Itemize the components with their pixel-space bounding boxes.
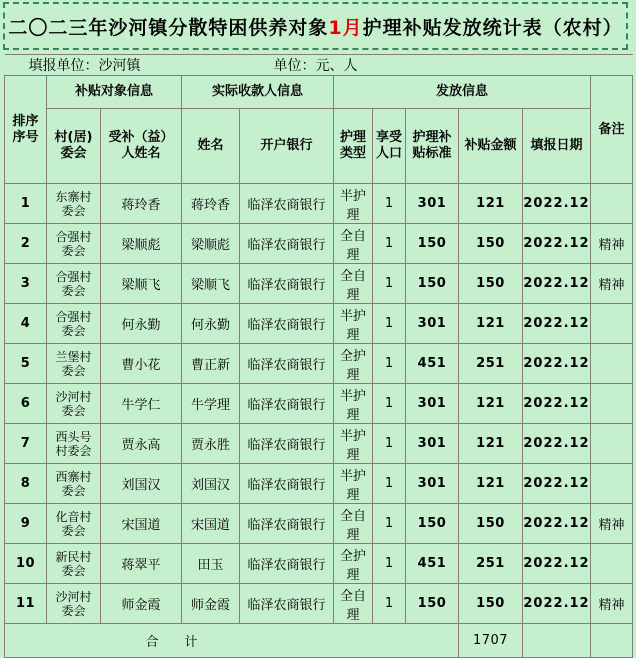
recipient-cell[interactable]: 牛学仁 (101, 384, 182, 424)
village-cell-text: 化音村委会 (55, 509, 92, 538)
amount-cell[interactable]: 251 (459, 344, 523, 384)
standard-cell[interactable]: 451 (406, 344, 459, 384)
village-cell[interactable] (47, 184, 101, 224)
village-cell-text: 兰堡村委会 (55, 349, 92, 378)
care-type-cell[interactable]: 全护理 (334, 544, 373, 584)
date-cell[interactable]: 2022.12 (523, 344, 591, 384)
table-row (5, 344, 633, 384)
bank-cell[interactable]: 临泽农商银行 (240, 584, 334, 624)
header-release-group[interactable]: 发放信息 (334, 76, 591, 109)
standard-cell[interactable]: 301 (406, 184, 459, 224)
village-cell[interactable] (47, 344, 101, 384)
total-amount[interactable]: 1707 (459, 624, 523, 658)
payee-name-cell[interactable]: 牛学理 (182, 384, 240, 424)
remark-cell[interactable] (591, 344, 633, 384)
amount-cell[interactable]: 251 (459, 544, 523, 584)
village-cell[interactable] (47, 504, 101, 544)
care-type-cell[interactable]: 半护理 (334, 464, 373, 504)
remark-cell[interactable]: 精神 (591, 584, 633, 624)
standard-cell[interactable]: 150 (406, 224, 459, 264)
care-type-cell[interactable]: 全自理 (334, 504, 373, 544)
recipient-cell[interactable]: 何永勤 (101, 304, 182, 344)
village-cell-text: 新民村委会 (55, 549, 92, 578)
date-cell[interactable]: 2022.12 (523, 264, 591, 304)
recipient-cell[interactable]: 曹小花 (101, 344, 182, 384)
date-cell[interactable]: 2022.12 (523, 384, 591, 424)
amount-cell[interactable]: 121 (459, 464, 523, 504)
payee-name-cell[interactable]: 贾永胜 (182, 424, 240, 464)
date-cell[interactable]: 2022.12 (523, 304, 591, 344)
persons-cell[interactable]: 1 (373, 304, 406, 344)
recipient-cell[interactable]: 梁顺飞 (101, 264, 182, 304)
total-date-cell[interactable] (523, 624, 591, 658)
bank-cell[interactable]: 临泽农商银行 (240, 384, 334, 424)
table-row (5, 184, 633, 224)
recipient-cell[interactable]: 师金霞 (101, 584, 182, 624)
standard-cell[interactable]: 150 (406, 264, 459, 304)
remark-cell[interactable] (591, 464, 633, 504)
care-type-cell[interactable]: 半护理 (334, 384, 373, 424)
remark-cell[interactable] (591, 424, 633, 464)
header-remark[interactable]: 备注 (591, 76, 633, 184)
table-row (5, 424, 633, 464)
date-cell[interactable]: 2022.12 (523, 464, 591, 504)
table-row (5, 544, 633, 584)
bank-cell[interactable]: 临泽农商银行 (240, 344, 334, 384)
amount-cell[interactable]: 121 (459, 384, 523, 424)
persons-cell[interactable]: 1 (373, 584, 406, 624)
payee-name-cell[interactable]: 田玉 (182, 544, 240, 584)
date-cell[interactable]: 2022.12 (523, 224, 591, 264)
header-serial[interactable]: 排序序号 (5, 76, 47, 184)
village-cell-text: 沙河村委会 (55, 589, 92, 618)
village-cell-text: 合强村委会 (55, 309, 92, 338)
persons-cell[interactable]: 1 (373, 544, 406, 584)
bank-cell[interactable]: 临泽农商银行 (240, 184, 334, 224)
total-row (5, 624, 633, 658)
amount-cell[interactable]: 150 (459, 504, 523, 544)
title-prefix: 二〇二三年沙河镇分散特困供养对象 (8, 16, 329, 39)
village-cell-text: 合强村委会 (55, 229, 92, 258)
table-row (5, 504, 633, 544)
village-cell[interactable] (47, 224, 101, 264)
standard-cell[interactable]: 301 (406, 424, 459, 464)
care-type-cell[interactable]: 半护理 (334, 184, 373, 224)
subsidy-table (4, 54, 633, 658)
village-cell[interactable] (47, 544, 101, 584)
reporting-unit: 填报单位：沙河镇 (5, 55, 240, 76)
persons-cell[interactable]: 1 (373, 504, 406, 544)
header-standard[interactable]: 护理补贴标准 (406, 109, 459, 184)
care-type-cell[interactable]: 全自理 (334, 224, 373, 264)
serial-cell[interactable]: 4 (5, 304, 47, 344)
date-cell[interactable]: 2022.12 (523, 584, 591, 624)
date-cell[interactable]: 2022.12 (523, 504, 591, 544)
village-cell[interactable] (47, 304, 101, 344)
recipient-cell[interactable]: 刘国汉 (101, 464, 182, 504)
header-recipient[interactable]: 受补（益）人姓名 (101, 109, 182, 184)
recipient-cell[interactable]: 梁顺彪 (101, 224, 182, 264)
table-row (5, 384, 633, 424)
village-cell[interactable] (47, 264, 101, 304)
info-row (5, 55, 633, 76)
recipient-cell[interactable]: 蒋翠平 (101, 544, 182, 584)
standard-cell[interactable]: 301 (406, 464, 459, 504)
village-cell[interactable] (47, 384, 101, 424)
remark-cell[interactable] (591, 304, 633, 344)
measure-unit (240, 55, 633, 76)
serial-cell[interactable]: 8 (5, 464, 47, 504)
serial-cell[interactable]: 1 (5, 184, 47, 224)
persons-cell[interactable]: 1 (373, 264, 406, 304)
header-bank[interactable]: 开户银行 (240, 109, 334, 184)
village-cell-text: 合强村委会 (55, 269, 92, 298)
persons-cell[interactable]: 1 (373, 184, 406, 224)
amount-cell[interactable]: 150 (459, 584, 523, 624)
payee-name-cell[interactable]: 曹正新 (182, 344, 240, 384)
village-cell[interactable] (47, 464, 101, 504)
header-amount[interactable]: 补贴金额 (459, 109, 523, 184)
serial-cell[interactable]: 9 (5, 504, 47, 544)
bank-cell[interactable]: 临泽农商银行 (240, 504, 334, 544)
header-subsidy-group[interactable]: 补贴对象信息 (47, 76, 182, 109)
header-row-1 (5, 76, 633, 109)
persons-cell[interactable]: 1 (373, 464, 406, 504)
title-suffix: 护理补贴发放统计表（农村） (362, 16, 623, 39)
remark-cell[interactable]: 精神 (591, 264, 633, 304)
village-cell[interactable] (47, 424, 101, 464)
remark-cell[interactable] (591, 544, 633, 584)
care-type-cell[interactable]: 半护理 (334, 424, 373, 464)
amount-cell[interactable]: 150 (459, 264, 523, 304)
header-care-type[interactable]: 护理类型 (334, 109, 373, 184)
table-body (5, 184, 633, 624)
payee-name-cell[interactable]: 刘国汉 (182, 464, 240, 504)
amount-cell[interactable]: 150 (459, 224, 523, 264)
serial-cell[interactable]: 5 (5, 344, 47, 384)
village-cell-text: 东寨村委会 (55, 189, 92, 218)
village-cell-text: 西头号村委会 (55, 429, 92, 458)
recipient-cell[interactable]: 贾永高 (101, 424, 182, 464)
bank-cell[interactable]: 临泽农商银行 (240, 224, 334, 264)
measure-unit-text: 单位：元、人 (273, 58, 358, 74)
standard-cell[interactable]: 150 (406, 584, 459, 624)
header-persons[interactable]: 享受人口 (373, 109, 406, 184)
bank-cell[interactable]: 临泽农商银行 (240, 424, 334, 464)
persons-cell[interactable]: 1 (373, 424, 406, 464)
amount-cell[interactable]: 121 (459, 304, 523, 344)
sheet-title (3, 2, 628, 50)
table-row (5, 304, 633, 344)
remark-cell[interactable]: 精神 (591, 224, 633, 264)
date-cell[interactable]: 2022.12 (523, 184, 591, 224)
persons-cell[interactable]: 1 (373, 384, 406, 424)
village-cell-text: 沙河村委会 (55, 389, 92, 418)
total-remark-cell[interactable] (591, 624, 633, 658)
payee-name-cell[interactable]: 宋国道 (182, 504, 240, 544)
bank-cell[interactable]: 临泽农商银行 (240, 544, 334, 584)
remark-cell[interactable] (591, 184, 633, 224)
amount-cell[interactable]: 121 (459, 184, 523, 224)
standard-cell[interactable]: 150 (406, 504, 459, 544)
bank-cell[interactable]: 临泽农商银行 (240, 304, 334, 344)
standard-cell[interactable]: 451 (406, 544, 459, 584)
amount-cell[interactable]: 121 (459, 424, 523, 464)
header-village[interactable]: 村(居)委会 (47, 109, 101, 184)
header-name[interactable]: 姓名 (182, 109, 240, 184)
header-payee-group[interactable]: 实际收款人信息 (182, 76, 334, 109)
payee-name-cell[interactable]: 何永勤 (182, 304, 240, 344)
title-month: 1月 (328, 16, 363, 39)
date-cell[interactable]: 2022.12 (523, 424, 591, 464)
serial-cell[interactable]: 11 (5, 584, 47, 624)
serial-cell[interactable]: 3 (5, 264, 47, 304)
serial-cell[interactable]: 6 (5, 384, 47, 424)
bank-cell[interactable]: 临泽农商银行 (240, 464, 334, 504)
table-row (5, 464, 633, 504)
payee-name-cell[interactable]: 梁顺飞 (182, 264, 240, 304)
total-label[interactable]: 合 计 (5, 624, 459, 658)
serial-cell[interactable]: 7 (5, 424, 47, 464)
care-type-cell[interactable]: 半护理 (334, 304, 373, 344)
care-type-cell[interactable]: 全自理 (334, 264, 373, 304)
table-row (5, 264, 633, 304)
payee-name-cell[interactable]: 蒋玲香 (182, 184, 240, 224)
header-date[interactable]: 填报日期 (523, 109, 591, 184)
care-type-cell[interactable]: 全护理 (334, 344, 373, 384)
bank-cell[interactable]: 临泽农商银行 (240, 264, 334, 304)
care-type-cell[interactable]: 全自理 (334, 584, 373, 624)
recipient-cell[interactable]: 蒋玲香 (101, 184, 182, 224)
remark-cell[interactable]: 精神 (591, 504, 633, 544)
persons-cell[interactable]: 1 (373, 344, 406, 384)
serial-cell[interactable]: 10 (5, 544, 47, 584)
header-row-2 (5, 109, 633, 184)
recipient-cell[interactable]: 宋国道 (101, 504, 182, 544)
table-row (5, 584, 633, 624)
remark-cell[interactable] (591, 384, 633, 424)
village-cell-text: 西寨村委会 (55, 469, 92, 498)
village-cell[interactable] (47, 584, 101, 624)
table-row (5, 224, 633, 264)
standard-cell[interactable]: 301 (406, 304, 459, 344)
standard-cell[interactable]: 301 (406, 384, 459, 424)
date-cell[interactable]: 2022.12 (523, 544, 591, 584)
serial-cell[interactable]: 2 (5, 224, 47, 264)
payee-name-cell[interactable]: 师金霞 (182, 584, 240, 624)
persons-cell[interactable]: 1 (373, 224, 406, 264)
payee-name-cell[interactable]: 梁顺彪 (182, 224, 240, 264)
